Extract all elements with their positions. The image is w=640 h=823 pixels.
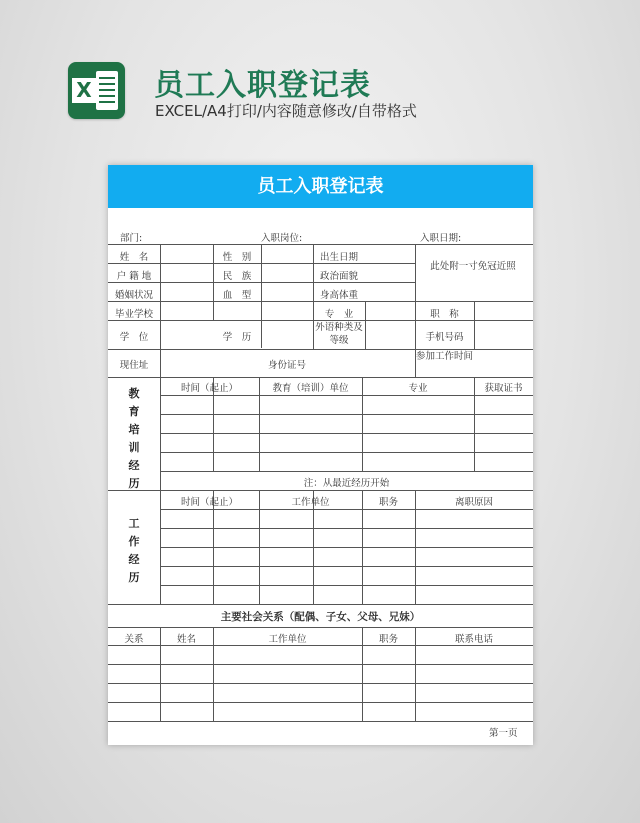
education-section-label: 教 育 培 训 经 历 [128,387,140,490]
phone-label: 手机号码 [425,332,464,343]
birth-label: 出生日期 [319,252,358,263]
marital-label: 婚姻状况 [114,290,153,301]
edu-header-major: 专业 [408,383,428,394]
excel-icon [68,62,125,119]
photo-placeholder: 此处附一寸免冠近照 [430,261,516,272]
form-sheet [108,165,533,745]
date-label: 入职日期: [420,233,462,244]
family-header-duty: 职务 [378,634,398,645]
edu-header-cert: 获取证书 [484,383,523,394]
degree-label: 学 位 [119,332,149,343]
work-header-unit: 工作单位 [291,497,330,508]
edu-header-unit: 教育（培训）单位 [272,383,349,394]
work-start-label: 参加工作时间 [415,351,473,362]
edu-note: 注：从最近经历开始 [303,478,390,489]
excel-x-letter: X [72,78,96,103]
edu-header-time: 时间（起止） [180,383,238,394]
family-section-title: 主要社会关系（配偶、子女、父母、兄妹） [220,611,421,623]
work-section-label: 工 作 经 历 [128,517,140,584]
gender-label: 性 别 [222,252,252,263]
position-label: 入职岗位: [261,233,303,244]
family-header-phone: 联系电话 [454,634,493,645]
page-title: 员工入职登记表 [154,68,371,103]
id-label: 身份证号 [267,360,306,371]
height-weight-label: 身高体重 [319,290,358,301]
ethnic-label: 民 族 [222,271,252,282]
dept-label: 部门: [120,233,143,244]
page-footer: 第一页 [489,728,518,739]
work-header-time: 时间（起止） [180,497,238,508]
family-header-relation: 关系 [124,634,144,645]
name-label: 姓 名 [119,252,149,263]
work-header-reason: 离职原因 [454,497,493,508]
address-label: 现住址 [119,360,149,371]
title-label: 职 称 [430,309,459,320]
family-header-name: 姓名 [176,634,196,645]
politics-label: 政治面貌 [319,271,358,282]
page-subtitle: EXCEL/A4打印/内容随意修改/自带格式 [155,102,417,120]
family-header-unit: 工作单位 [268,634,307,645]
sheet-graphic [96,71,118,110]
major-label: 专 业 [324,309,354,320]
blood-label: 血 型 [222,290,252,301]
hukou-label: 户 籍 地 [116,271,152,282]
language-label: 外语种类及等级 [315,322,363,346]
work-header-duty: 职务 [378,497,398,508]
form-title: 员工入职登记表 [108,165,533,208]
school-label: 毕业学校 [114,309,153,320]
education-label: 学 历 [222,332,252,343]
